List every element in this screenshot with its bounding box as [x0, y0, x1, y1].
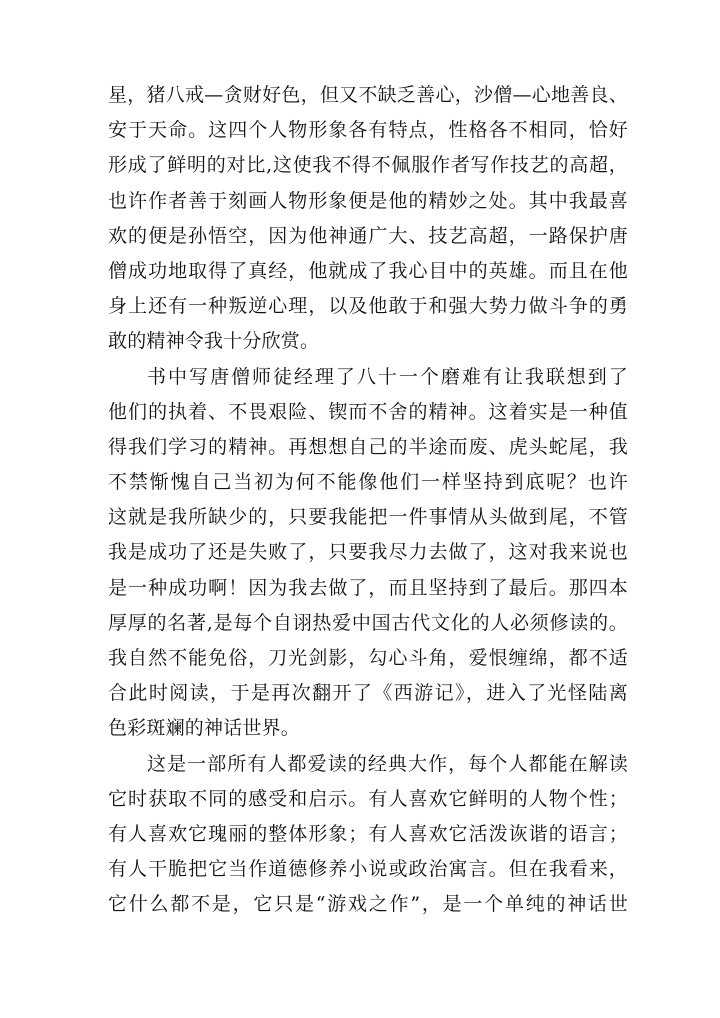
text-line: 星，猪八戒—贪财好色，但又不缺乏善心，沙僧—心地善良、	[108, 84, 628, 106]
text-line: 是一种成功啊！因为我去做了，而且坚持到了最后。那四本	[108, 576, 628, 599]
text-line: 色彩斑斓的神话世界。	[108, 717, 301, 740]
text-line: 我是成功了还是失败了，只要我尽力去做了，这对我来说也	[108, 541, 628, 564]
text-line: 有人喜欢它瑰丽的整体形象；有人喜欢它活泼诙谐的语言；	[108, 822, 628, 845]
text-line: 身上还有一种叛逆心理，以及他敢于和强大势力做斗争的勇	[108, 295, 628, 318]
text-line: 我自然不能免俗，刀光剑影，勾心斗角，爱恨缠绵，都不适	[108, 647, 628, 669]
text-line: 僧成功地取得了真经，他就成了我心目中的英雄。而且在他	[108, 259, 628, 282]
text-line: 它时获取不同的感受和启示。有人喜欢它鲜明的人物个性；	[108, 787, 628, 810]
text-line: 形成了鲜明的对比,这使我不得不佩服作者写作技艺的高超，	[108, 154, 628, 177]
text-line: 欢的便是孙悟空，因为他神通广大、技艺高超，一路保护唐	[108, 224, 628, 247]
text-line-paragraph-start: 书中写唐僧师徒经理了八十一个磨难有让我联想到了	[147, 365, 628, 388]
text-line-paragraph-start: 这是一部所有人都爱读的经典大作，每个人都能在解读	[147, 752, 628, 775]
text-line: 合此时阅读，于是再次翻开了《西游记》，进入了光怪陆离	[108, 682, 628, 705]
text-line: 不禁惭愧自己当初为何不能像他们一样坚持到底呢？也许	[108, 471, 628, 494]
text-line: 安于天命。这四个人物形象各有特点，性格各不相同，恰好	[108, 119, 628, 142]
text-line: 厚厚的名著,是每个自诩热爱中国古代文化的人必须修读的。	[108, 611, 628, 634]
text-line: 这就是我所缺少的，只要我能把一件事情从头做到尾，不管	[108, 506, 628, 529]
text-line: 得我们学习的精神。再想想自己的半途而废、虎头蛇尾，我	[108, 435, 628, 458]
body-text	[108, 78, 628, 923]
text-line: 它什么都不是，它只是“游戏之作”，是一个单纯的神话世	[108, 893, 628, 916]
text-line: 敢的精神令我十分欣赏。	[108, 330, 320, 353]
text-line: 也许作者善于刻画人物形象便是他的精妙之处。其中我最喜	[108, 189, 628, 212]
text-line: 他们的执着、不畏艰险、锲而不舍的精神。这着实是一种值	[108, 400, 628, 423]
text-line: 有人干脆把它当作道德修养小说或政治寓言。但在我看来，	[108, 858, 628, 881]
